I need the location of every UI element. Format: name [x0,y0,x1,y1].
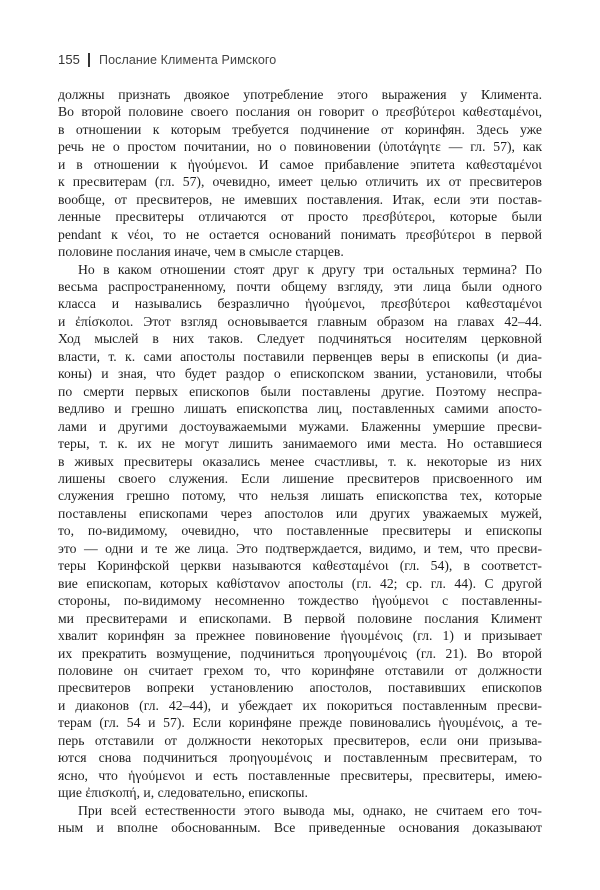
text-line: Ход мыслей в них таков. Следует подчиняться носителям церковной [58,331,542,347]
text-line: поставлены епископами через апостолов или других уважаемых мужей, [58,505,542,521]
text-line: хвалит коринфян за прежнее повиновение ἡγουμένοις (гл. 1) и призывает [58,628,542,644]
text-line: власти, т. к. сами апостолы поставили первенцев веры в епископы (и диа- [58,348,542,364]
text-line: стороны, по-видимому несомненно тождество ἡγούμενοι с поставленны- [58,593,542,609]
text-line: pendant к νέοι, то не остается оснований понимать πρεσβύτεροι в первой [58,226,542,242]
text-line: их прекратить возмущение, подчиниться προηγουμένοις (гл. 21). Во второй [58,645,542,661]
text-line: ведливо и грешно лишать епископства лиц, поставленных самими апосто- [58,401,542,417]
header-divider [88,53,90,67]
text-line: теры Коринфской церкви называются καθεσταμένοι (гл. 54), в соответст- [58,558,542,574]
text-line: в отношении к которым требуется подчинение от коринфян. Здесь уже [58,121,542,137]
text-line: ленные пресвитеры отличаются от просто πρεσβύτεροι, которые были [58,209,542,225]
text-line: и в отношении к ἡγούμενοι. И самое прибавление эпитета καθεσταμένοι [58,156,542,172]
running-title: Послание Климента Римского [99,52,277,67]
body-text [58,86,542,836]
text-line: теры, т. к. их не могут лишить занимаемого ими места. Но оставшиеся [58,436,542,452]
text-line: класса и назывались безразлично ἡγούμενοι, πρεσβύτεροι καθεσταμένοι [58,296,542,312]
text-line: При всей естественности этого вывода мы, однако, не считаем его точ- [78,802,542,818]
text-line: терам (гл. 54 и 57). Если коринфяне прежде повиновались ἡγουμένοις, а те- [58,715,542,731]
text-line: пресвитеров вопреки установлению апостолов, поставивших епископов [58,680,542,696]
text-line: перь отставили от должности некоторых пресвитеров, если они призыва- [58,732,542,748]
text-line: коны) и зная, что будет раздор о епископском звании, установили, чтобы [58,366,542,382]
text-line: ми пресвитерами и епископами. В первой половине послания Климент [58,610,542,626]
text-line: лами и другими достоуважаемыми мужами. Блаженны умершие пресви- [58,418,542,434]
text-line: в живых пресвитеры оказались менее счастливы, т. к. некоторые из них [58,453,542,469]
text-line: ным и вполне обоснованным. Все приведенные основания доказывают [58,820,542,836]
text-line: половине он считает грехом то, что коринфяне отставили от должности [58,662,542,678]
text-line: и диаконов (гл. 42–44), и убеждает их покориться поставленным пресви- [58,697,542,713]
text-line: то, по-видимому, очевидно, что поставленные пресвитеры и епископы [58,523,542,539]
text-line: речь не о простом почитании, но о повиновении (ὑποτάγητε — гл. 57), как [58,139,542,155]
running-header [58,52,276,67]
text-line: по смерти первых епископов были поставлены другие. Поэтому неспра- [58,383,542,399]
text-line: половине послания иначе, чем в смысле старцев. [58,244,344,260]
text-line: Но в каком отношении стоят друг к другу три остальных термина? По [78,261,542,277]
text-line: служения грешно потому, что нельзя лишать епископства тех, которые [58,488,542,504]
text-line: и ἐπίσκοποι. Этот взгляд основывается главным образом на главах 42–44. [58,313,542,329]
page-number: 155 [58,52,80,67]
text-line: весьма распространенному, почти общему взгляду, эти лица были одного [58,278,542,294]
text-line: к пресвитерам (гл. 57), очевидно, имеет целью отличить их от пресвитеров [58,174,542,190]
text-line: ются снова подчиниться προηγουμένοις и поставленным пресвитерам, то [58,750,542,766]
text-line: это — одни и те же лица. Это подтверждается, видимо, и тем, что пресви- [58,540,542,556]
text-line: ясно, что ἡγούμενοι и есть поставленные пресвитеры, пресвитеры, имею- [58,767,542,783]
text-line: Во второй половине своего послания он говорит о πρεσβύτεροι καθεσταμένοι, [58,104,542,120]
text-line: лишены своего служения. Если лишение пресвитеров присвоенного им [58,470,542,486]
text-line: вие епископам, которых καθίστανον апостолы (гл. 42; ср. гл. 44). С другой [58,575,542,591]
text-line: вообще, от пресвитеров, не имевших поставления. Итак, если эти постав- [58,191,542,207]
text-line: должны признать двоякое употребление этого выражения у Климента. [58,87,542,102]
text-line: щие ἐπισκοπή, и, следовательно, епископы. [58,785,308,801]
